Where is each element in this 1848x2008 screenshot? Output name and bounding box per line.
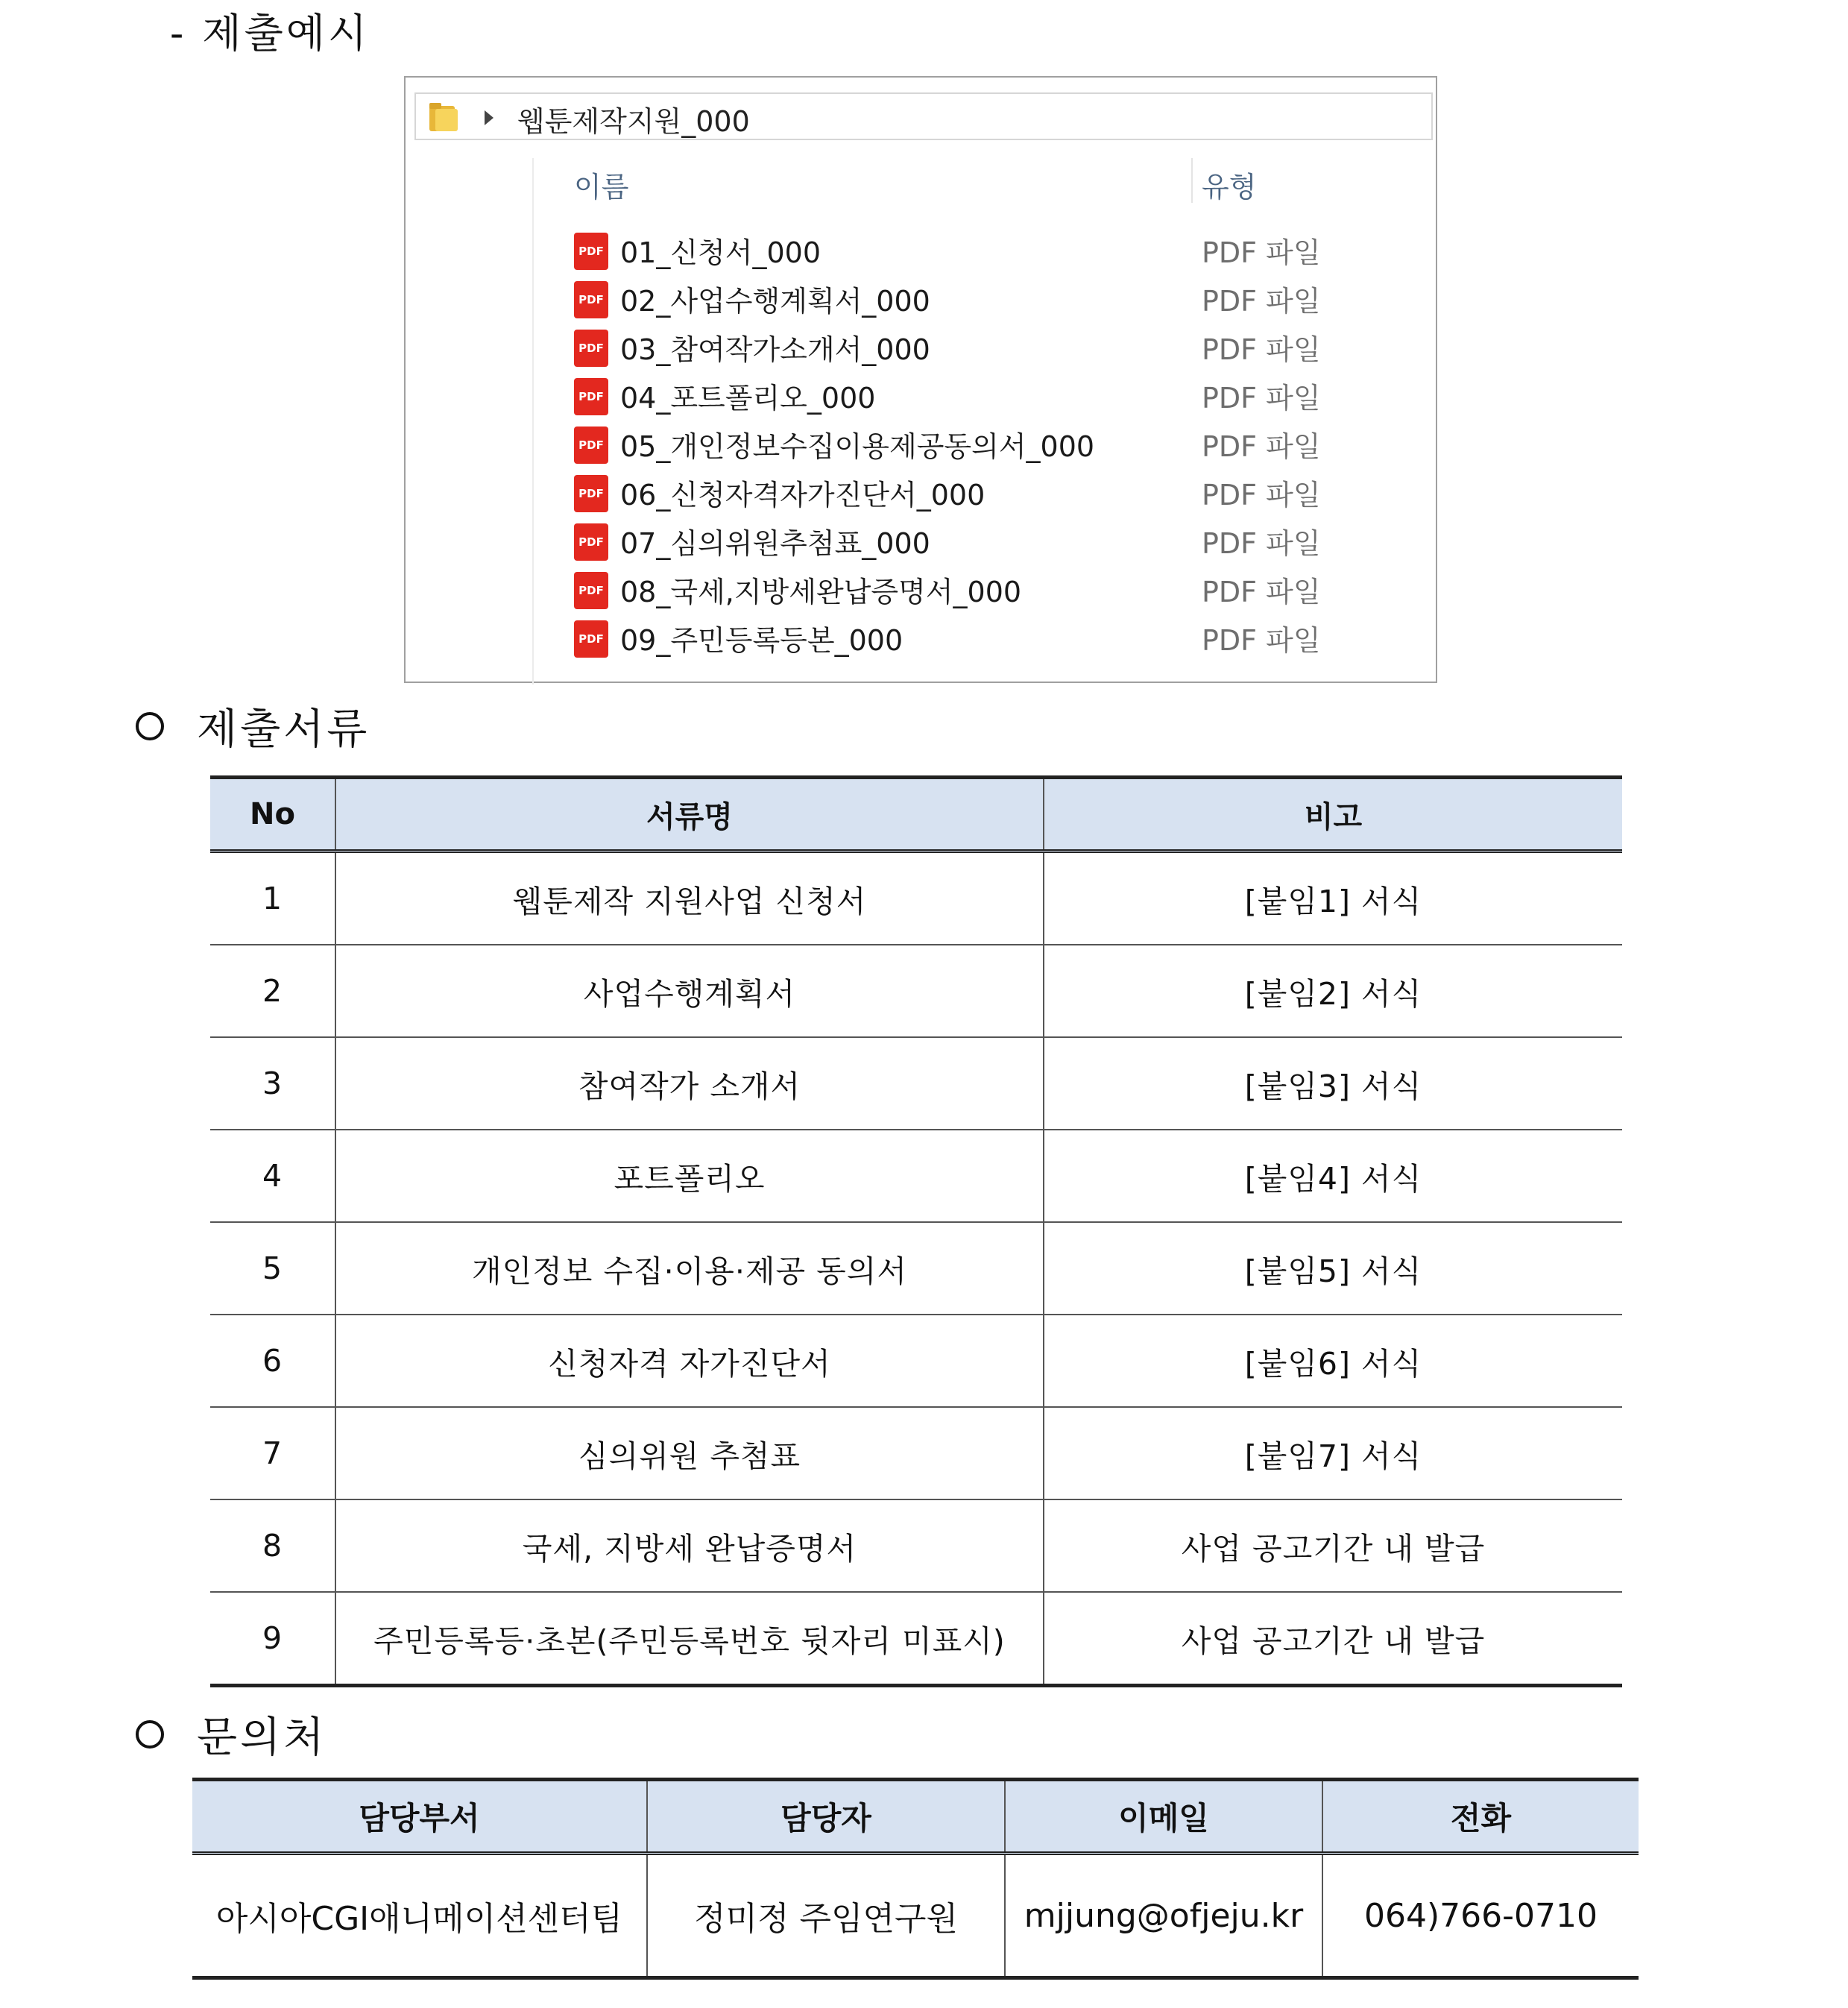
cell-note: [붙임1] 서식: [1044, 852, 1622, 945]
header-doc-name: 서류명: [335, 778, 1044, 852]
cell-note: [붙임5] 서식: [1044, 1222, 1622, 1315]
file-row[interactable]: [574, 230, 1379, 271]
table-row: [210, 852, 1622, 945]
table-row: [192, 1854, 1639, 1978]
file-type: PDF 파일: [1202, 624, 1321, 657]
file-type: PDF 파일: [1202, 382, 1321, 415]
cell-email[interactable]: mjjung@ofjeju.kr: [1005, 1854, 1322, 1978]
file-name: 02_사업수행계획서_000: [620, 285, 930, 318]
file-name: 08_국세,지방세완납증명서_000: [620, 576, 1022, 608]
cell-doc-name: 사업수행계획서: [335, 945, 1044, 1037]
bullet-circle-icon: [136, 1720, 164, 1749]
documents-table: [210, 775, 1622, 1687]
header-no: No: [210, 778, 335, 852]
cell-no: 2: [210, 945, 335, 1037]
file-type: PDF 파일: [1202, 333, 1321, 366]
cell-phone: 064)766-0710: [1322, 1854, 1639, 1978]
pdf-file-icon: PDF: [574, 572, 608, 609]
pdf-file-icon: PDF: [574, 330, 608, 367]
cell-doc-name: 참여작가 소개서: [335, 1037, 1044, 1130]
file-type: PDF 파일: [1202, 527, 1321, 560]
breadcrumb-arrow-icon: [485, 110, 493, 125]
file-name: 06_신청자격자가진단서_000: [620, 479, 986, 512]
header-phone: 전화: [1322, 1780, 1639, 1854]
table-row: [210, 1499, 1622, 1592]
file-name: 09_주민등록등본_000: [620, 624, 903, 657]
table-row: [210, 1592, 1622, 1686]
file-type: PDF 파일: [1202, 285, 1321, 318]
table-row: [210, 945, 1622, 1037]
file-row[interactable]: [574, 569, 1379, 611]
bullet-circle-icon: [136, 712, 164, 740]
pdf-file-icon: PDF: [574, 523, 608, 561]
header-email: 이메일: [1005, 1780, 1322, 1854]
cell-note: [붙임2] 서식: [1044, 945, 1622, 1037]
file-type: PDF 파일: [1202, 430, 1321, 463]
folder-name: 웹툰제작지원_000: [517, 105, 750, 138]
table-header-row: [192, 1780, 1639, 1854]
table-row: [210, 1315, 1622, 1407]
pdf-file-icon: PDF: [574, 378, 608, 415]
file-name: 07_심의위원추첨표_000: [620, 527, 930, 560]
contact-table: [192, 1778, 1639, 1980]
table-row: [210, 1222, 1622, 1315]
pane-divider: [532, 158, 534, 684]
column-header-type[interactable]: 유형: [1202, 171, 1257, 204]
file-row[interactable]: [574, 520, 1379, 562]
documents-heading-text: 제출서류: [197, 705, 370, 754]
cell-no: 1: [210, 852, 335, 945]
table-header-row: [210, 778, 1622, 852]
header-department: 담당부서: [192, 1780, 647, 1854]
documents-heading: [136, 696, 370, 756]
file-name: 05_개인정보수집이용제공동의서_000: [620, 430, 1095, 463]
file-row[interactable]: [574, 375, 1379, 417]
cell-no: 5: [210, 1222, 335, 1315]
address-bar: [414, 92, 1433, 140]
cell-note: 사업 공고기간 내 발급: [1044, 1592, 1622, 1686]
column-header-name[interactable]: 이름: [574, 171, 629, 204]
table-row: [210, 1037, 1622, 1130]
table-row: [210, 1130, 1622, 1222]
cell-note: 사업 공고기간 내 발급: [1044, 1499, 1622, 1592]
cell-note: [붙임7] 서식: [1044, 1407, 1622, 1499]
cell-doc-name: 심의위원 추첨표: [335, 1407, 1044, 1499]
cell-no: 3: [210, 1037, 335, 1130]
table-row: [210, 1407, 1622, 1499]
header-note: 비고: [1044, 778, 1622, 852]
cell-doc-name: 주민등록등·초본(주민등록번호 뒷자리 미표시): [335, 1592, 1044, 1686]
pdf-file-icon: PDF: [574, 233, 608, 270]
cell-no: 4: [210, 1130, 335, 1222]
cell-doc-name: 웹툰제작 지원사업 신청서: [335, 852, 1044, 945]
header-person: 담당자: [647, 1780, 1005, 1854]
contact-heading-text: 문의처: [197, 1713, 327, 1762]
pdf-file-icon: PDF: [574, 427, 608, 464]
cell-note: [붙임4] 서식: [1044, 1130, 1622, 1222]
file-row[interactable]: [574, 472, 1379, 514]
cell-no: 7: [210, 1407, 335, 1499]
pdf-file-icon: PDF: [574, 620, 608, 658]
pdf-file-icon: PDF: [574, 475, 608, 512]
cell-person: 정미정 주임연구원: [647, 1854, 1005, 1978]
cell-no: 6: [210, 1315, 335, 1407]
file-row[interactable]: [574, 278, 1379, 320]
file-row[interactable]: [574, 424, 1379, 465]
folder-icon: [428, 100, 459, 133]
pdf-file-icon: PDF: [574, 281, 608, 318]
cell-doc-name: 개인정보 수집·이용·제공 동의서: [335, 1222, 1044, 1315]
file-type: PDF 파일: [1202, 479, 1321, 512]
column-separator[interactable]: [1191, 158, 1193, 203]
file-row[interactable]: [574, 617, 1379, 659]
explorer-example: [404, 76, 1437, 683]
cell-note: [붙임6] 서식: [1044, 1315, 1622, 1407]
contact-heading: [136, 1705, 327, 1764]
cell-department: 아시아CGI애니메이션센터팀: [192, 1854, 647, 1978]
file-type: PDF 파일: [1202, 236, 1321, 269]
cell-no: 8: [210, 1499, 335, 1592]
file-name: 04_포트폴리오_000: [620, 382, 876, 415]
cell-doc-name: 국세, 지방세 완납증명서: [335, 1499, 1044, 1592]
file-type: PDF 파일: [1202, 576, 1321, 608]
file-row[interactable]: [574, 327, 1379, 368]
file-name: 01_신청서_000: [620, 236, 821, 269]
cell-doc-name: 신청자격 자가진단서: [335, 1315, 1044, 1407]
file-name: 03_참여작가소개서_000: [620, 333, 930, 366]
cell-doc-name: 포트폴리오: [335, 1130, 1044, 1222]
cell-no: 9: [210, 1592, 335, 1686]
cell-note: [붙임3] 서식: [1044, 1037, 1622, 1130]
example-heading: - 제출예시: [170, 10, 370, 57]
